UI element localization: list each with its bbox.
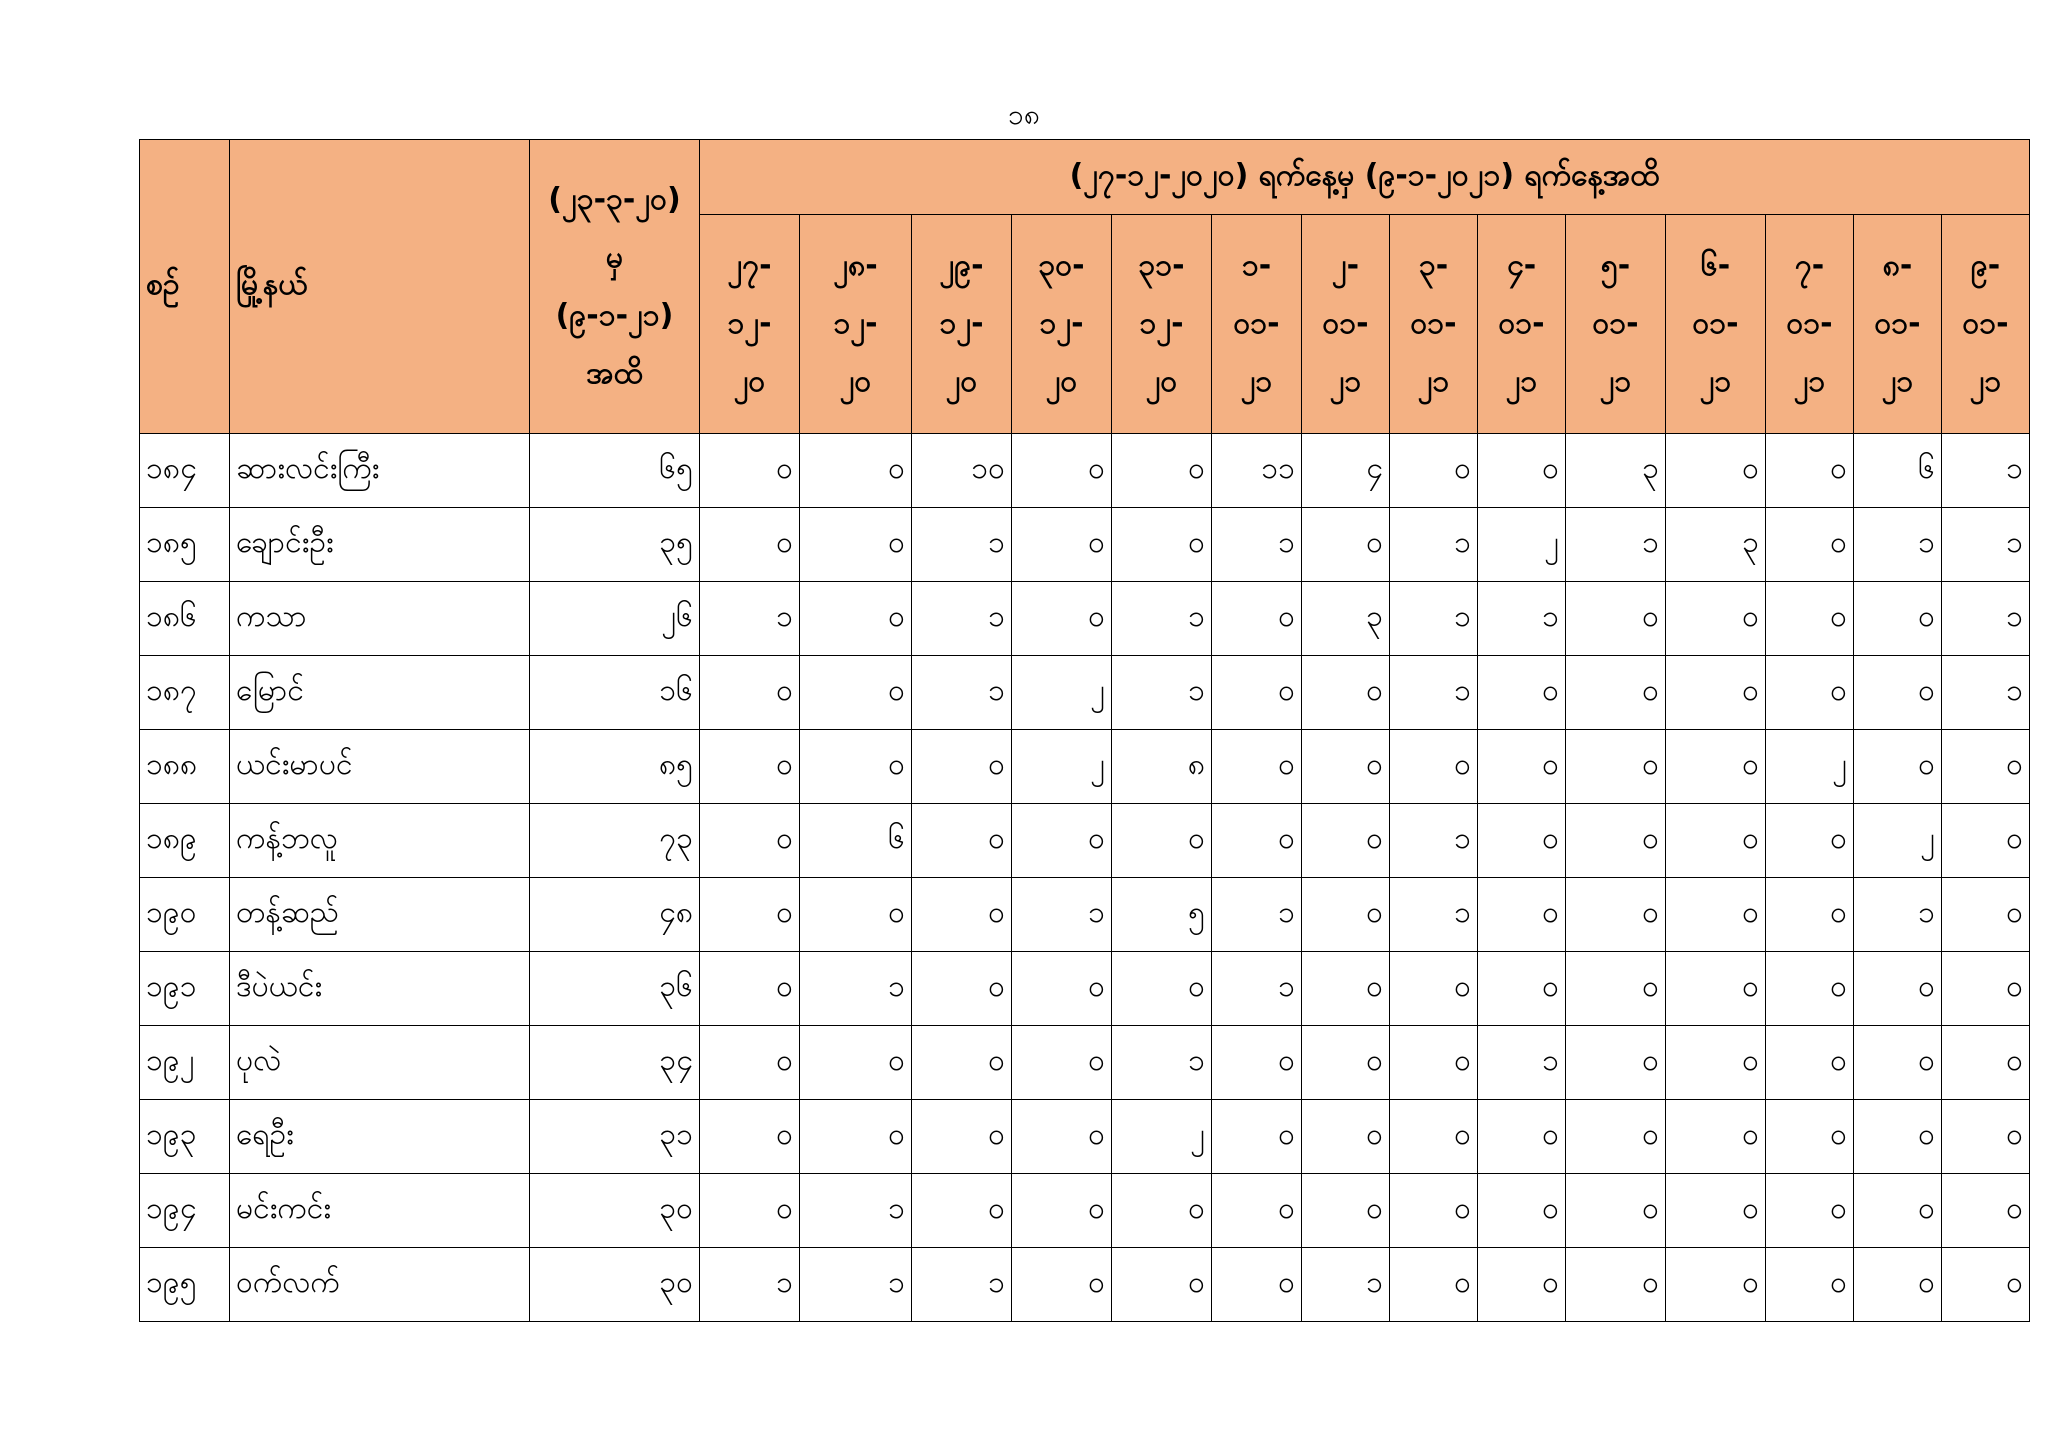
header-total-period: (၂၃-၃-၂၀) မှ (၉-၁-၂၁) အထိ xyxy=(530,140,700,434)
daily-cases: ၂ xyxy=(1854,804,1942,878)
daily-cases: ၀ xyxy=(1766,1248,1854,1322)
page-number: ၁၈ xyxy=(1008,98,1040,131)
header-date-11: ၆- ၀၁- ၂၁ xyxy=(1666,215,1766,434)
daily-cases: ၀ xyxy=(1302,952,1390,1026)
table-row xyxy=(140,730,2030,804)
daily-cases: ၀ xyxy=(1478,952,1566,1026)
daily-cases: ၁ xyxy=(1212,878,1302,952)
row-number: ၁၈၆ xyxy=(140,582,230,656)
daily-cases: ၀ xyxy=(1390,1100,1478,1174)
daily-cases: ၀ xyxy=(1942,1174,2030,1248)
total-cases: ၂၆ xyxy=(530,582,700,656)
row-number: ၁၉၁ xyxy=(140,952,230,1026)
daily-cases: ၀ xyxy=(1212,1100,1302,1174)
daily-cases: ၁ xyxy=(800,1174,912,1248)
daily-cases: ၀ xyxy=(1666,582,1766,656)
daily-cases: ၀ xyxy=(1566,804,1666,878)
daily-cases: ၁ xyxy=(912,508,1012,582)
total-cases: ၃၀ xyxy=(530,1174,700,1248)
township-name: ချောင်းဦး xyxy=(230,508,530,582)
daily-cases: ၀ xyxy=(700,804,800,878)
daily-cases: ၁ xyxy=(1302,1248,1390,1322)
header-date-8: ၃- ၀၁- ၂၁ xyxy=(1390,215,1478,434)
daily-cases: ၁၁ xyxy=(1212,434,1302,508)
daily-cases: ၀ xyxy=(1112,1248,1212,1322)
daily-cases: ၀ xyxy=(1566,1174,1666,1248)
row-number: ၁၉၅ xyxy=(140,1248,230,1322)
total-cases: ၆၅ xyxy=(530,434,700,508)
daily-cases: ၀ xyxy=(1766,804,1854,878)
daily-cases: ၂ xyxy=(1766,730,1854,804)
daily-cases: ၁ xyxy=(700,582,800,656)
daily-cases: ၀ xyxy=(1666,878,1766,952)
daily-cases: ၀ xyxy=(1854,1100,1942,1174)
daily-cases: ၆ xyxy=(800,804,912,878)
daily-cases: ၀ xyxy=(1302,1174,1390,1248)
daily-cases: ၀ xyxy=(1666,1026,1766,1100)
table-row xyxy=(140,1026,2030,1100)
daily-cases: ၀ xyxy=(1012,1026,1112,1100)
daily-cases: ၀ xyxy=(1390,952,1478,1026)
daily-cases: ၀ xyxy=(1766,434,1854,508)
daily-cases: ၂ xyxy=(1012,730,1112,804)
daily-cases: ၁ xyxy=(1942,434,2030,508)
daily-cases: ၀ xyxy=(912,730,1012,804)
daily-cases: ၀ xyxy=(1012,804,1112,878)
table-row xyxy=(140,656,2030,730)
daily-cases: ၀ xyxy=(800,656,912,730)
township-name: ဒီပဲယင်း xyxy=(230,952,530,1026)
daily-cases: ၀ xyxy=(1766,508,1854,582)
daily-cases: ၀ xyxy=(700,1100,800,1174)
total-cases: ၃၄ xyxy=(530,1026,700,1100)
total-cases: ၃၀ xyxy=(530,1248,700,1322)
daily-cases: ၃ xyxy=(1302,582,1390,656)
daily-cases: ၀ xyxy=(1012,1100,1112,1174)
daily-cases: ၀ xyxy=(1942,952,2030,1026)
daily-cases: ၀ xyxy=(1666,1248,1766,1322)
daily-cases: ၁ xyxy=(1112,582,1212,656)
header-date-5: ၃၁- ၁၂- ၂၀ xyxy=(1112,215,1212,434)
header-date-13: ၈- ၀၁- ၂၁ xyxy=(1854,215,1942,434)
daily-cases: ၀ xyxy=(1478,1100,1566,1174)
daily-cases: ၁ xyxy=(1854,508,1942,582)
header-date-range: (၂၇-၁၂-၂၀၂၀) ရက်နေ့မှ (၉-၁-၂၀၂၁) ရက်နေ့အထိ xyxy=(700,140,2030,215)
daily-cases: ၁၀ xyxy=(912,434,1012,508)
daily-cases: ၀ xyxy=(1942,878,2030,952)
daily-cases: ၀ xyxy=(1302,730,1390,804)
daily-cases: ၀ xyxy=(1478,656,1566,730)
header-date-4: ၃၀- ၁၂- ၂၀ xyxy=(1012,215,1112,434)
daily-cases: ၀ xyxy=(1566,656,1666,730)
row-number: ၁၉၀ xyxy=(140,878,230,952)
daily-cases: ၁ xyxy=(1012,878,1112,952)
header-date-1: ၂၇- ၁၂- ၂၀ xyxy=(700,215,800,434)
township-name: မြောင် xyxy=(230,656,530,730)
daily-cases: ၁ xyxy=(1212,952,1302,1026)
daily-cases: ၀ xyxy=(1012,434,1112,508)
daily-cases: ၀ xyxy=(912,1100,1012,1174)
township-name: ဆားလင်းကြီး xyxy=(230,434,530,508)
daily-cases: ၀ xyxy=(1012,1248,1112,1322)
daily-cases: ၀ xyxy=(1766,656,1854,730)
daily-cases: ၀ xyxy=(700,656,800,730)
daily-cases: ၀ xyxy=(1666,434,1766,508)
table-row xyxy=(140,1174,2030,1248)
daily-cases: ၂ xyxy=(1478,508,1566,582)
daily-cases: ၈ xyxy=(1112,730,1212,804)
daily-cases: ၀ xyxy=(1666,1100,1766,1174)
daily-cases: ၂ xyxy=(1112,1100,1212,1174)
daily-cases: ၀ xyxy=(1212,730,1302,804)
daily-cases: ၁ xyxy=(800,952,912,1026)
row-number: ၁၈၄ xyxy=(140,434,230,508)
daily-cases: ၀ xyxy=(1212,804,1302,878)
daily-cases: ၁ xyxy=(912,582,1012,656)
daily-cases: ၀ xyxy=(800,508,912,582)
daily-cases: ၀ xyxy=(700,1174,800,1248)
header-date-12: ၇- ၀၁- ၂၁ xyxy=(1766,215,1854,434)
header-date-14: ၉- ၀၁- ၂၁ xyxy=(1942,215,2030,434)
daily-cases: ၀ xyxy=(800,582,912,656)
total-cases: ၈၅ xyxy=(530,730,700,804)
township-name: တန့်ဆည် xyxy=(230,878,530,952)
daily-cases: ၀ xyxy=(912,952,1012,1026)
daily-cases: ၀ xyxy=(1112,434,1212,508)
daily-cases: ၀ xyxy=(1766,1026,1854,1100)
daily-cases: ၁ xyxy=(1390,656,1478,730)
daily-cases: ၅ xyxy=(1112,878,1212,952)
township-name: ဝက်လက် xyxy=(230,1248,530,1322)
daily-cases: ၀ xyxy=(1212,1248,1302,1322)
row-number: ၁၉၃ xyxy=(140,1100,230,1174)
daily-cases: ၀ xyxy=(700,952,800,1026)
daily-cases: ၀ xyxy=(1942,804,2030,878)
daily-cases: ၃ xyxy=(1666,508,1766,582)
row-number: ၁၈၉ xyxy=(140,804,230,878)
daily-cases: ၀ xyxy=(1478,434,1566,508)
daily-cases: ၀ xyxy=(1566,582,1666,656)
daily-cases: ၀ xyxy=(1666,1174,1766,1248)
row-number: ၁၈၅ xyxy=(140,508,230,582)
daily-cases: ၀ xyxy=(1478,804,1566,878)
daily-cases: ၀ xyxy=(800,1026,912,1100)
daily-cases: ၀ xyxy=(1302,656,1390,730)
daily-cases: ၀ xyxy=(700,730,800,804)
daily-cases: ၄ xyxy=(1302,434,1390,508)
daily-cases: ၁ xyxy=(1942,508,2030,582)
daily-cases: ၀ xyxy=(1112,1174,1212,1248)
daily-cases: ၁ xyxy=(1390,878,1478,952)
total-cases: ၄၈ xyxy=(530,878,700,952)
header-date-7: ၂- ၀၁- ၂၁ xyxy=(1302,215,1390,434)
daily-cases: ၀ xyxy=(1212,582,1302,656)
township-name: ကသာ xyxy=(230,582,530,656)
daily-cases: ၀ xyxy=(912,1174,1012,1248)
header-date-3: ၂၉- ၁၂- ၂၀ xyxy=(912,215,1012,434)
daily-cases: ၀ xyxy=(1854,582,1942,656)
total-cases: ၃၆ xyxy=(530,952,700,1026)
table-row xyxy=(140,582,2030,656)
total-cases: ၁၆ xyxy=(530,656,700,730)
daily-cases: ၁ xyxy=(700,1248,800,1322)
daily-cases: ၀ xyxy=(912,804,1012,878)
daily-cases: ၀ xyxy=(1766,952,1854,1026)
daily-cases: ၀ xyxy=(1666,730,1766,804)
daily-cases: ၀ xyxy=(1942,1248,2030,1322)
table-row xyxy=(140,952,2030,1026)
daily-cases: ၀ xyxy=(1766,1174,1854,1248)
daily-cases: ၁ xyxy=(1566,508,1666,582)
row-number: ၁၈၇ xyxy=(140,656,230,730)
total-cases: ၃၁ xyxy=(530,1100,700,1174)
daily-cases: ၀ xyxy=(1766,582,1854,656)
township-name: ကန့်ဘလူ xyxy=(230,804,530,878)
daily-cases: ၀ xyxy=(1854,952,1942,1026)
daily-cases: ၁ xyxy=(1942,656,2030,730)
daily-cases: ၀ xyxy=(1478,730,1566,804)
table-header xyxy=(140,140,2030,434)
daily-cases: ၀ xyxy=(700,508,800,582)
daily-cases: ၀ xyxy=(800,1100,912,1174)
daily-cases: ၁ xyxy=(1212,508,1302,582)
daily-cases: ၁ xyxy=(1390,508,1478,582)
header-date-2: ၂၈- ၁၂- ၂၀ xyxy=(800,215,912,434)
daily-cases: ၀ xyxy=(800,878,912,952)
header-township: မြို့နယ် xyxy=(230,140,530,434)
daily-cases: ၀ xyxy=(1478,878,1566,952)
daily-cases: ၁ xyxy=(800,1248,912,1322)
daily-cases: ၀ xyxy=(1766,878,1854,952)
total-cases: ၇၃ xyxy=(530,804,700,878)
daily-cases: ၁ xyxy=(1478,582,1566,656)
table-row xyxy=(140,508,2030,582)
daily-cases: ၀ xyxy=(1566,1248,1666,1322)
daily-cases: ၀ xyxy=(1854,656,1942,730)
daily-cases: ၀ xyxy=(800,730,912,804)
daily-cases: ၀ xyxy=(1212,656,1302,730)
daily-cases: ၁ xyxy=(912,656,1012,730)
daily-cases: ၀ xyxy=(1478,1248,1566,1322)
daily-cases: ၀ xyxy=(1112,804,1212,878)
daily-cases: ၃ xyxy=(1566,434,1666,508)
table-row xyxy=(140,804,2030,878)
daily-cases: ၀ xyxy=(1012,508,1112,582)
header-date-10: ၅- ၀၁- ၂၁ xyxy=(1566,215,1666,434)
township-name: ယင်းမာပင် xyxy=(230,730,530,804)
daily-cases: ၁ xyxy=(1112,656,1212,730)
table-row xyxy=(140,878,2030,952)
daily-cases: ၀ xyxy=(1566,878,1666,952)
daily-cases: ၁ xyxy=(1854,878,1942,952)
table-body xyxy=(140,434,2030,1322)
daily-cases: ၀ xyxy=(1390,1174,1478,1248)
daily-cases: ၁ xyxy=(1942,582,2030,656)
row-number: ၁၈၈ xyxy=(140,730,230,804)
daily-cases: ၀ xyxy=(1012,582,1112,656)
daily-cases: ၀ xyxy=(1112,508,1212,582)
daily-cases: ၀ xyxy=(1390,1026,1478,1100)
daily-cases: ၀ xyxy=(700,434,800,508)
daily-cases: ၀ xyxy=(1566,1026,1666,1100)
daily-cases: ၀ xyxy=(1012,952,1112,1026)
daily-cases: ၀ xyxy=(1566,730,1666,804)
daily-cases: ၀ xyxy=(700,878,800,952)
daily-cases: ၁ xyxy=(912,1248,1012,1322)
daily-cases: ၂ xyxy=(1012,656,1112,730)
daily-cases: ၀ xyxy=(1942,1100,2030,1174)
daily-cases: ၀ xyxy=(800,434,912,508)
daily-cases: ၀ xyxy=(1302,1100,1390,1174)
daily-cases: ၀ xyxy=(1390,730,1478,804)
daily-cases: ၀ xyxy=(1566,1100,1666,1174)
row-number: ၁၉၂ xyxy=(140,1026,230,1100)
header-date-6: ၁- ၀၁- ၂၁ xyxy=(1212,215,1302,434)
daily-cases: ၀ xyxy=(1212,1026,1302,1100)
daily-cases: ၀ xyxy=(1854,1248,1942,1322)
daily-cases: ၁ xyxy=(1478,1026,1566,1100)
table-row xyxy=(140,1248,2030,1322)
daily-cases: ၀ xyxy=(1112,952,1212,1026)
daily-cases: ၀ xyxy=(1390,1248,1478,1322)
daily-cases: ၀ xyxy=(1302,804,1390,878)
daily-cases: ၀ xyxy=(1854,730,1942,804)
table-row xyxy=(140,434,2030,508)
daily-cases: ၀ xyxy=(1012,1174,1112,1248)
table-row xyxy=(140,1100,2030,1174)
daily-cases: ၀ xyxy=(1854,1026,1942,1100)
township-name: ရေဦး xyxy=(230,1100,530,1174)
daily-cases: ၀ xyxy=(1302,508,1390,582)
township-name: ပုလဲ xyxy=(230,1026,530,1100)
daily-cases: ၀ xyxy=(1390,434,1478,508)
daily-cases: ၀ xyxy=(700,1026,800,1100)
daily-cases: ၁ xyxy=(1390,804,1478,878)
daily-cases: ၀ xyxy=(1666,804,1766,878)
daily-cases: ၀ xyxy=(1854,1174,1942,1248)
daily-cases: ၀ xyxy=(1478,1174,1566,1248)
daily-cases: ၁ xyxy=(1112,1026,1212,1100)
daily-cases: ၀ xyxy=(1942,1026,2030,1100)
daily-cases: ၀ xyxy=(1302,878,1390,952)
daily-cases: ၀ xyxy=(1302,1026,1390,1100)
row-number: ၁၉၄ xyxy=(140,1174,230,1248)
daily-cases: ၆ xyxy=(1854,434,1942,508)
daily-cases: ၀ xyxy=(912,1026,1012,1100)
daily-cases: ၀ xyxy=(1666,656,1766,730)
total-cases: ၃၅ xyxy=(530,508,700,582)
daily-cases: ၁ xyxy=(1390,582,1478,656)
township-name: မင်းကင်း xyxy=(230,1174,530,1248)
daily-cases: ၀ xyxy=(1666,952,1766,1026)
daily-cases: ၀ xyxy=(912,878,1012,952)
daily-cases: ၀ xyxy=(1766,1100,1854,1174)
header-date-9: ၄- ၀၁- ၂၁ xyxy=(1478,215,1566,434)
daily-cases: ၀ xyxy=(1212,1174,1302,1248)
daily-cases: ၀ xyxy=(1942,730,2030,804)
daily-cases: ၀ xyxy=(1566,952,1666,1026)
township-cases-table xyxy=(139,139,2030,1322)
header-no: စဉ် xyxy=(140,140,230,434)
